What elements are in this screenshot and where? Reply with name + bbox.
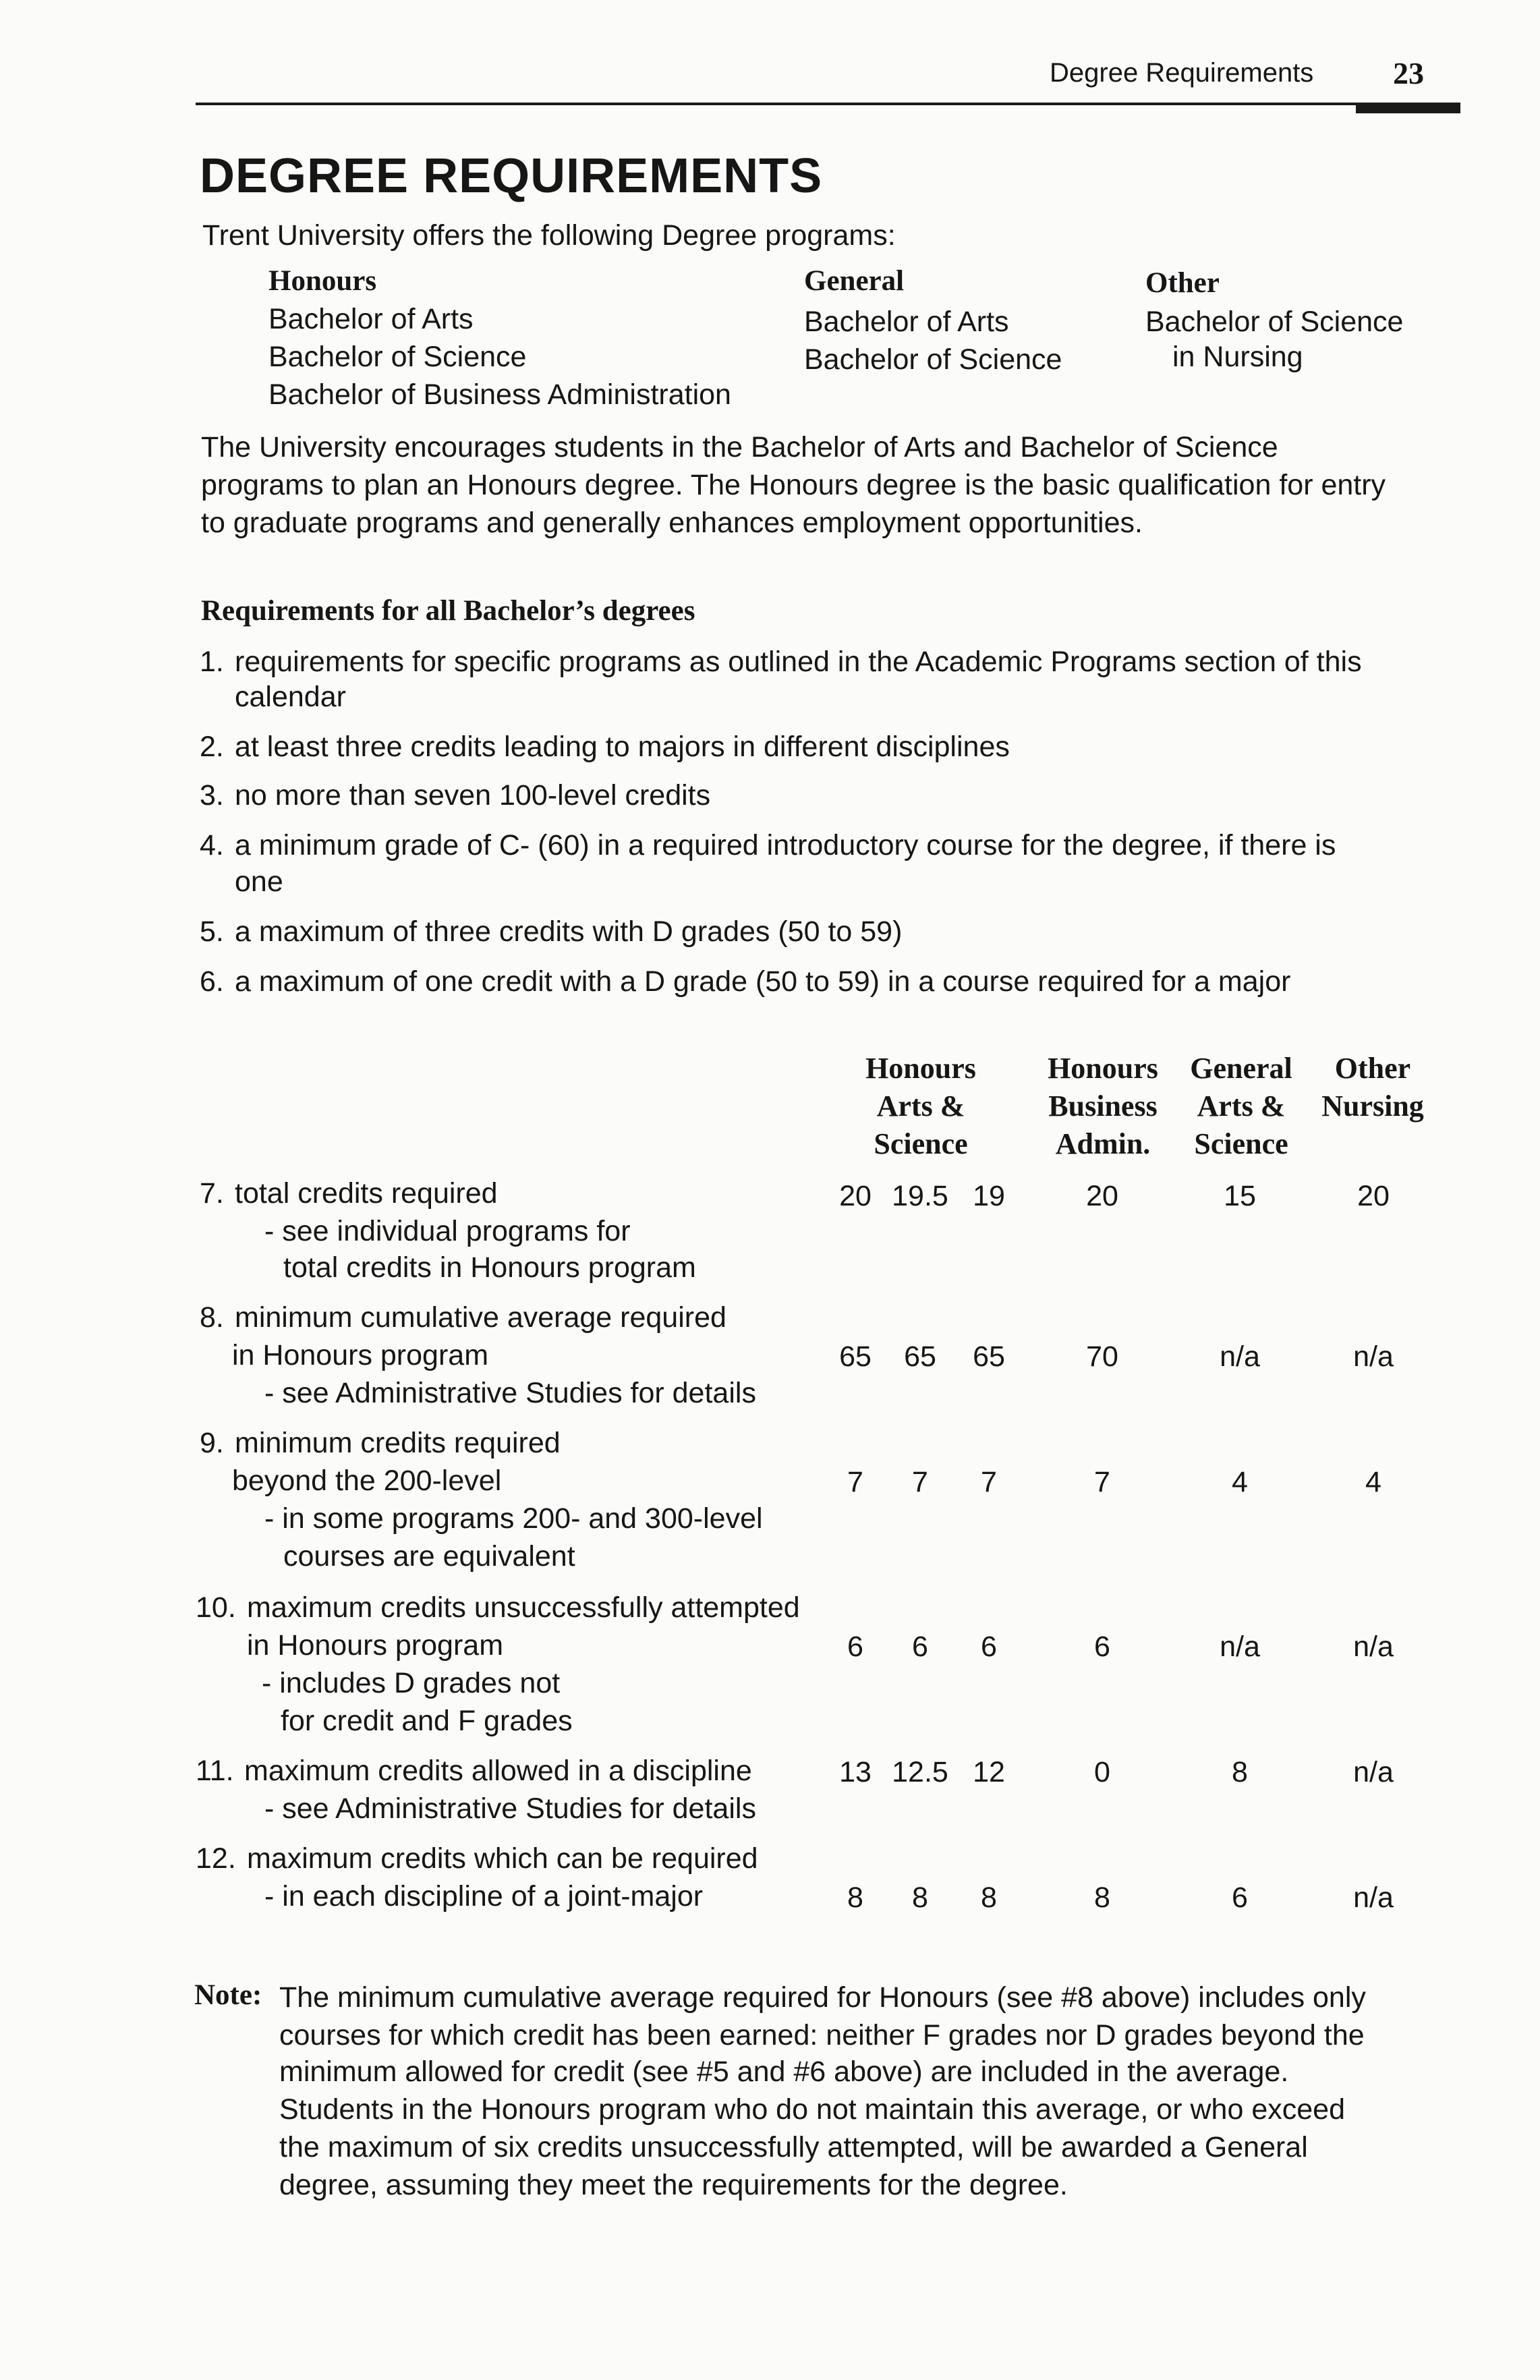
- note-line: courses for which credit has been earned: neither F grades nor D grades beyond the: [279, 2019, 1365, 2051]
- row-number: 8.: [200, 1301, 224, 1334]
- paragraph-line: programs to plan an Honours degree. The Honours degree is the basic qualification for entry: [201, 469, 1386, 501]
- row-number: 10.: [196, 1591, 236, 1624]
- table-cell: 7: [1094, 1466, 1110, 1498]
- row-number: 12.: [196, 1842, 236, 1875]
- table-cell: 8: [912, 1881, 928, 1914]
- row-label: minimum credits required: [235, 1427, 561, 1459]
- header-rule-accent: [1356, 105, 1460, 113]
- table-cell: 6: [1232, 1881, 1248, 1914]
- column-header: General: [1190, 1052, 1292, 1085]
- row-label: - see Administrative Studies for details: [264, 1377, 756, 1409]
- requirement-number: 2.: [200, 731, 224, 763]
- table-cell: 12.5: [892, 1756, 948, 1788]
- row-number: 9.: [200, 1427, 224, 1459]
- requirement-number: 3.: [200, 779, 224, 812]
- table-cell: 4: [1232, 1466, 1248, 1498]
- requirement-number: 4.: [200, 829, 224, 861]
- table-cell: 8: [847, 1881, 863, 1914]
- note-line: minimum allowed for credit (see #5 and #6 above) are included in the average.: [279, 2056, 1289, 2088]
- row-label: - includes D grades not: [262, 1667, 561, 1699]
- table-cell: 7: [912, 1466, 928, 1498]
- column-header: Nursing: [1321, 1089, 1424, 1123]
- note-label: Note:: [194, 1979, 262, 2011]
- table-cell: n/a: [1353, 1881, 1394, 1914]
- note-line: Students in the Honours program who do not maintain this average, or who exceed: [279, 2093, 1345, 2126]
- row-label: beyond the 200-level: [232, 1465, 502, 1497]
- table-cell: 8: [1094, 1881, 1110, 1914]
- table-cell: n/a: [1353, 1631, 1394, 1663]
- table-cell: 0: [1094, 1756, 1110, 1788]
- requirement-number: 6.: [200, 965, 224, 998]
- table-cell: 6: [847, 1631, 863, 1663]
- table-cell: 8: [1232, 1756, 1248, 1788]
- row-label: minimum cumulative average required: [235, 1301, 726, 1334]
- column-header: Science: [1194, 1127, 1288, 1160]
- table-cell: 65: [839, 1340, 872, 1373]
- requirement-text: a maximum of one credit with a D grade (50 to 59) in a course required for a major: [235, 965, 1291, 998]
- row-label: total credits in Honours program: [283, 1251, 696, 1284]
- column-header: Arts &: [1197, 1089, 1286, 1123]
- requirement-text: a maximum of three credits with D grades (50 to 59): [235, 915, 903, 948]
- table-cell: 65: [973, 1340, 1005, 1373]
- running-head: Degree Requirements: [1050, 58, 1314, 88]
- table-cell: 12: [973, 1756, 1005, 1788]
- column-header: Honours: [865, 1052, 976, 1085]
- table-cell: 20: [1357, 1180, 1390, 1212]
- header-rule: [196, 103, 1460, 105]
- row-label: maximum credits allowed in a discipline: [244, 1755, 752, 1787]
- requirement-text: calendar: [235, 681, 346, 713]
- intro-text: Trent University offers the following Degree programs:: [202, 219, 896, 252]
- table-cell: 19: [973, 1180, 1005, 1212]
- note-line: the maximum of six credits unsuccessfully attempted, will be awarded a General: [279, 2131, 1308, 2163]
- requirement-number: 1.: [200, 646, 224, 678]
- requirements-heading: Requirements for all Bachelor’s degrees: [201, 595, 695, 627]
- table-cell: 7: [847, 1466, 863, 1498]
- requirement-text: requirements for specific programs as outlined in the Academic Programs section of this: [235, 646, 1362, 678]
- row-number: 11.: [196, 1755, 234, 1787]
- row-label: in Honours program: [232, 1339, 489, 1371]
- column-header: Honours: [1048, 1052, 1158, 1085]
- page-title: DEGREE REQUIREMENTS: [200, 149, 823, 203]
- table-cell: n/a: [1220, 1631, 1260, 1663]
- row-label: - see Administrative Studies for details: [264, 1792, 756, 1825]
- table-cell: 6: [981, 1631, 997, 1663]
- table-cell: 15: [1224, 1180, 1256, 1212]
- row-label: courses are equivalent: [283, 1540, 575, 1572]
- honours-item: Bachelor of Science: [268, 341, 527, 373]
- table-cell: n/a: [1220, 1340, 1260, 1373]
- column-header: Business: [1048, 1089, 1158, 1123]
- table-cell: n/a: [1353, 1340, 1394, 1373]
- other-heading: Other: [1145, 267, 1220, 299]
- note-line: The minimum cumulative average required for Honours (see #8 above) includes only: [279, 1981, 1366, 2014]
- note-line: degree, assuming they meet the requirements for the degree.: [279, 2169, 1068, 2201]
- requirement-text: no more than seven 100-level credits: [235, 779, 711, 812]
- page-number: 23: [1393, 56, 1424, 90]
- column-header: Arts &: [876, 1089, 965, 1123]
- honours-item: Bachelor of Business Administration: [268, 378, 731, 411]
- row-label: maximum credits which can be required: [247, 1842, 758, 1875]
- column-header: Other: [1334, 1052, 1411, 1085]
- table-cell: 4: [1365, 1466, 1381, 1498]
- requirement-text: a minimum grade of C- (60) in a required introductory course for the degree, if there is: [235, 829, 1336, 861]
- other-item: in Nursing: [1172, 341, 1303, 373]
- honours-heading: Honours: [268, 265, 377, 297]
- general-heading: General: [804, 265, 905, 297]
- requirement-number: 5.: [200, 915, 224, 948]
- table-cell: 6: [912, 1631, 928, 1663]
- table-cell: n/a: [1353, 1756, 1394, 1788]
- table-cell: 7: [981, 1466, 997, 1498]
- column-header: Admin.: [1055, 1127, 1151, 1160]
- table-cell: 65: [904, 1340, 936, 1373]
- table-cell: 70: [1086, 1340, 1118, 1373]
- row-label: for credit and F grades: [281, 1705, 573, 1737]
- table-cell: 19.5: [892, 1180, 948, 1212]
- table-cell: 20: [1086, 1180, 1118, 1212]
- requirement-text: at least three credits leading to majors in different disciplines: [235, 731, 1010, 763]
- row-label: - in some programs 200- and 300-level: [264, 1502, 763, 1535]
- row-label: maximum credits unsuccessfully attempted: [247, 1591, 800, 1624]
- honours-item: Bachelor of Arts: [268, 303, 474, 335]
- other-item: Bachelor of Science: [1145, 306, 1404, 338]
- row-label: total credits required: [235, 1177, 498, 1210]
- general-item: Bachelor of Arts: [804, 306, 1009, 338]
- general-item: Bachelor of Science: [804, 343, 1062, 376]
- column-header: Science: [874, 1127, 968, 1160]
- row-number: 7.: [200, 1177, 224, 1210]
- table-cell: 13: [839, 1756, 872, 1788]
- paragraph-line: to graduate programs and generally enhances employment opportunities.: [201, 507, 1143, 539]
- row-label: in Honours program: [247, 1629, 504, 1662]
- row-label: - in each discipline of a joint-major: [264, 1880, 704, 1913]
- table-cell: 6: [1094, 1631, 1110, 1663]
- requirement-text: one: [235, 866, 283, 898]
- table-cell: 20: [839, 1180, 872, 1212]
- paragraph-line: The University encourages students in the Bachelor of Arts and Bachelor of Science: [201, 431, 1278, 463]
- table-cell: 8: [981, 1881, 997, 1914]
- row-label: - see individual programs for: [264, 1215, 631, 1247]
